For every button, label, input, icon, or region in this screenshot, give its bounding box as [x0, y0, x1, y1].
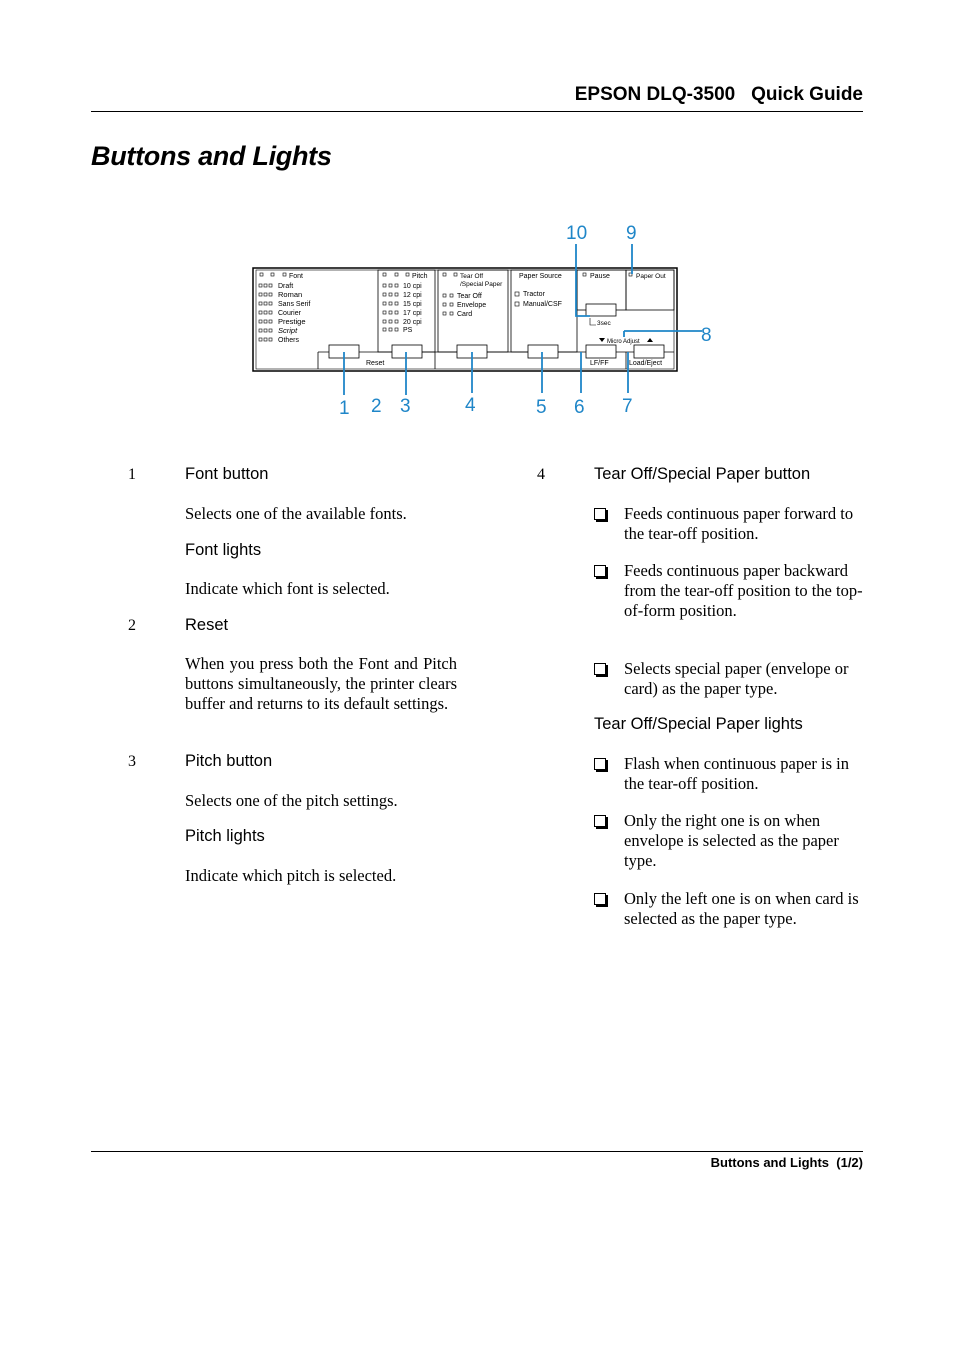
tearoff-item: Tear Off	[457, 293, 482, 300]
paper-out-label: Paper Out	[636, 273, 666, 280]
pitch-item: 20 cpi	[403, 319, 422, 326]
pitch-item: 15 cpi	[403, 301, 422, 308]
item-heading: Pitch button	[185, 752, 273, 770]
bullet-item	[594, 504, 864, 544]
bullet-item	[594, 811, 864, 871]
item-desc: Selects one of the available fonts.	[185, 504, 407, 523]
checkbox-bullet-icon	[594, 893, 606, 905]
callout-number: 1	[339, 398, 350, 419]
bullet-text: Flash when continuous paper is in the tear-off position.	[624, 754, 850, 793]
font-items	[259, 283, 310, 344]
callout-number: 3	[400, 396, 411, 417]
callout-number: 4	[465, 395, 476, 416]
callout-number: 7	[622, 396, 633, 417]
header-rule	[91, 111, 863, 112]
item-sub-desc: Indicate which font is selected.	[185, 579, 390, 598]
font-item: Script	[278, 326, 298, 335]
tearoff-item: Envelope	[457, 302, 487, 309]
callout-number: 8	[701, 325, 712, 346]
page-title: Buttons and Lights	[91, 141, 332, 171]
pitch-item: 17 cpi	[403, 310, 422, 317]
item-heading: Reset	[185, 616, 229, 634]
font-item: Sans Serif	[278, 301, 311, 308]
bullet-item	[594, 561, 864, 621]
pitch-item: 10 cpi	[403, 283, 422, 290]
item-number: 2	[128, 617, 136, 634]
lf-ff-button[interactable]	[586, 345, 616, 358]
pitch-button[interactable]	[392, 345, 422, 358]
callout-number: 6	[574, 397, 585, 418]
load-eject-label: Load/Eject	[629, 360, 663, 367]
footer-text: Buttons and Lights (1/2)	[710, 1155, 863, 1170]
footer-rule	[91, 1151, 863, 1152]
bullet-text: Feeds continuous paper forward to the tear-off position.	[624, 504, 854, 543]
pitch-item: 12 cpi	[403, 292, 422, 299]
arrow-down-icon	[599, 338, 605, 342]
reset-label: Reset	[366, 360, 385, 367]
item-number: 4	[537, 466, 545, 483]
pitch-items	[383, 283, 422, 334]
callout-number: 5	[536, 397, 547, 418]
item-desc: When you press both the Font and Pitch buttons simultaneously, the printer clears buffer and returns to its default settings.	[185, 654, 457, 713]
bullet-text: Only the left one is on when card is selected as the paper type.	[624, 889, 859, 928]
font-item: Roman	[278, 290, 303, 299]
tearoff-label-1: Tear Off	[460, 273, 484, 280]
callout-number: 9	[626, 223, 637, 244]
item-number: 3	[128, 753, 136, 770]
arrow-up-icon	[647, 338, 653, 342]
font-item: Others	[278, 337, 300, 344]
checkbox-bullet-icon	[594, 815, 606, 827]
bullet-text: Only the right one is on when envelope is selected as the paper type.	[624, 811, 839, 870]
callout-lines	[344, 244, 702, 395]
item-sub-heading: Tear Off/Special Paper lights	[594, 715, 803, 733]
lf-ff-label: LF/FF	[590, 360, 609, 367]
paper-source-item: Manual/CSF	[523, 301, 562, 308]
bullet-item	[594, 659, 864, 699]
font-label: Font	[289, 273, 304, 280]
load-eject-button[interactable]	[634, 345, 664, 358]
bullet-item	[594, 754, 864, 794]
paper-source-button[interactable]	[528, 345, 558, 358]
checkbox-bullet-icon	[594, 663, 606, 675]
font-item: Prestige	[278, 317, 306, 326]
item-desc: Selects one of the pitch settings.	[185, 791, 398, 810]
font-item: Courier	[278, 310, 301, 317]
bullet-item	[594, 889, 864, 929]
item-heading: Tear Off/Special Paper button	[594, 465, 811, 483]
item-sub-heading: Pitch lights	[185, 827, 265, 845]
bullet-text: Feeds continuous paper backward from the tear-off position to the top-of-form position.	[624, 561, 863, 620]
paper-source-item: Tractor	[523, 291, 545, 298]
callout-number: 10	[566, 223, 588, 244]
checkbox-bullet-icon	[594, 565, 606, 577]
tearoff-item: Card	[457, 311, 473, 318]
item-number: 1	[128, 466, 136, 483]
3sec-label: 3sec	[597, 320, 611, 327]
tearoff-label-2: /Special Paper	[460, 281, 503, 288]
header-title: EPSON DLQ-3500 Quick Guide	[574, 84, 863, 105]
pitch-item: PS	[403, 327, 413, 334]
font-item: Draft	[278, 283, 294, 290]
callout-number: 2	[371, 396, 382, 417]
pitch-label: Pitch	[412, 273, 428, 280]
item-sub-heading: Font lights	[185, 541, 262, 559]
micro-adjust-label: Micro Adjust	[607, 339, 640, 345]
item-heading: Font button	[185, 465, 269, 483]
pause-button[interactable]	[586, 304, 616, 316]
control-panel-diagram	[240, 215, 720, 425]
font-lights	[260, 273, 286, 276]
pause-label: Pause	[590, 273, 610, 280]
checkbox-bullet-icon	[594, 508, 606, 520]
bullet-text: Selects special paper (envelope or card) as the paper type.	[624, 659, 849, 698]
paper-source-label: Paper Source	[519, 273, 562, 280]
item-sub-desc: Indicate which pitch is selected.	[185, 866, 397, 885]
checkbox-bullet-icon	[594, 758, 606, 770]
